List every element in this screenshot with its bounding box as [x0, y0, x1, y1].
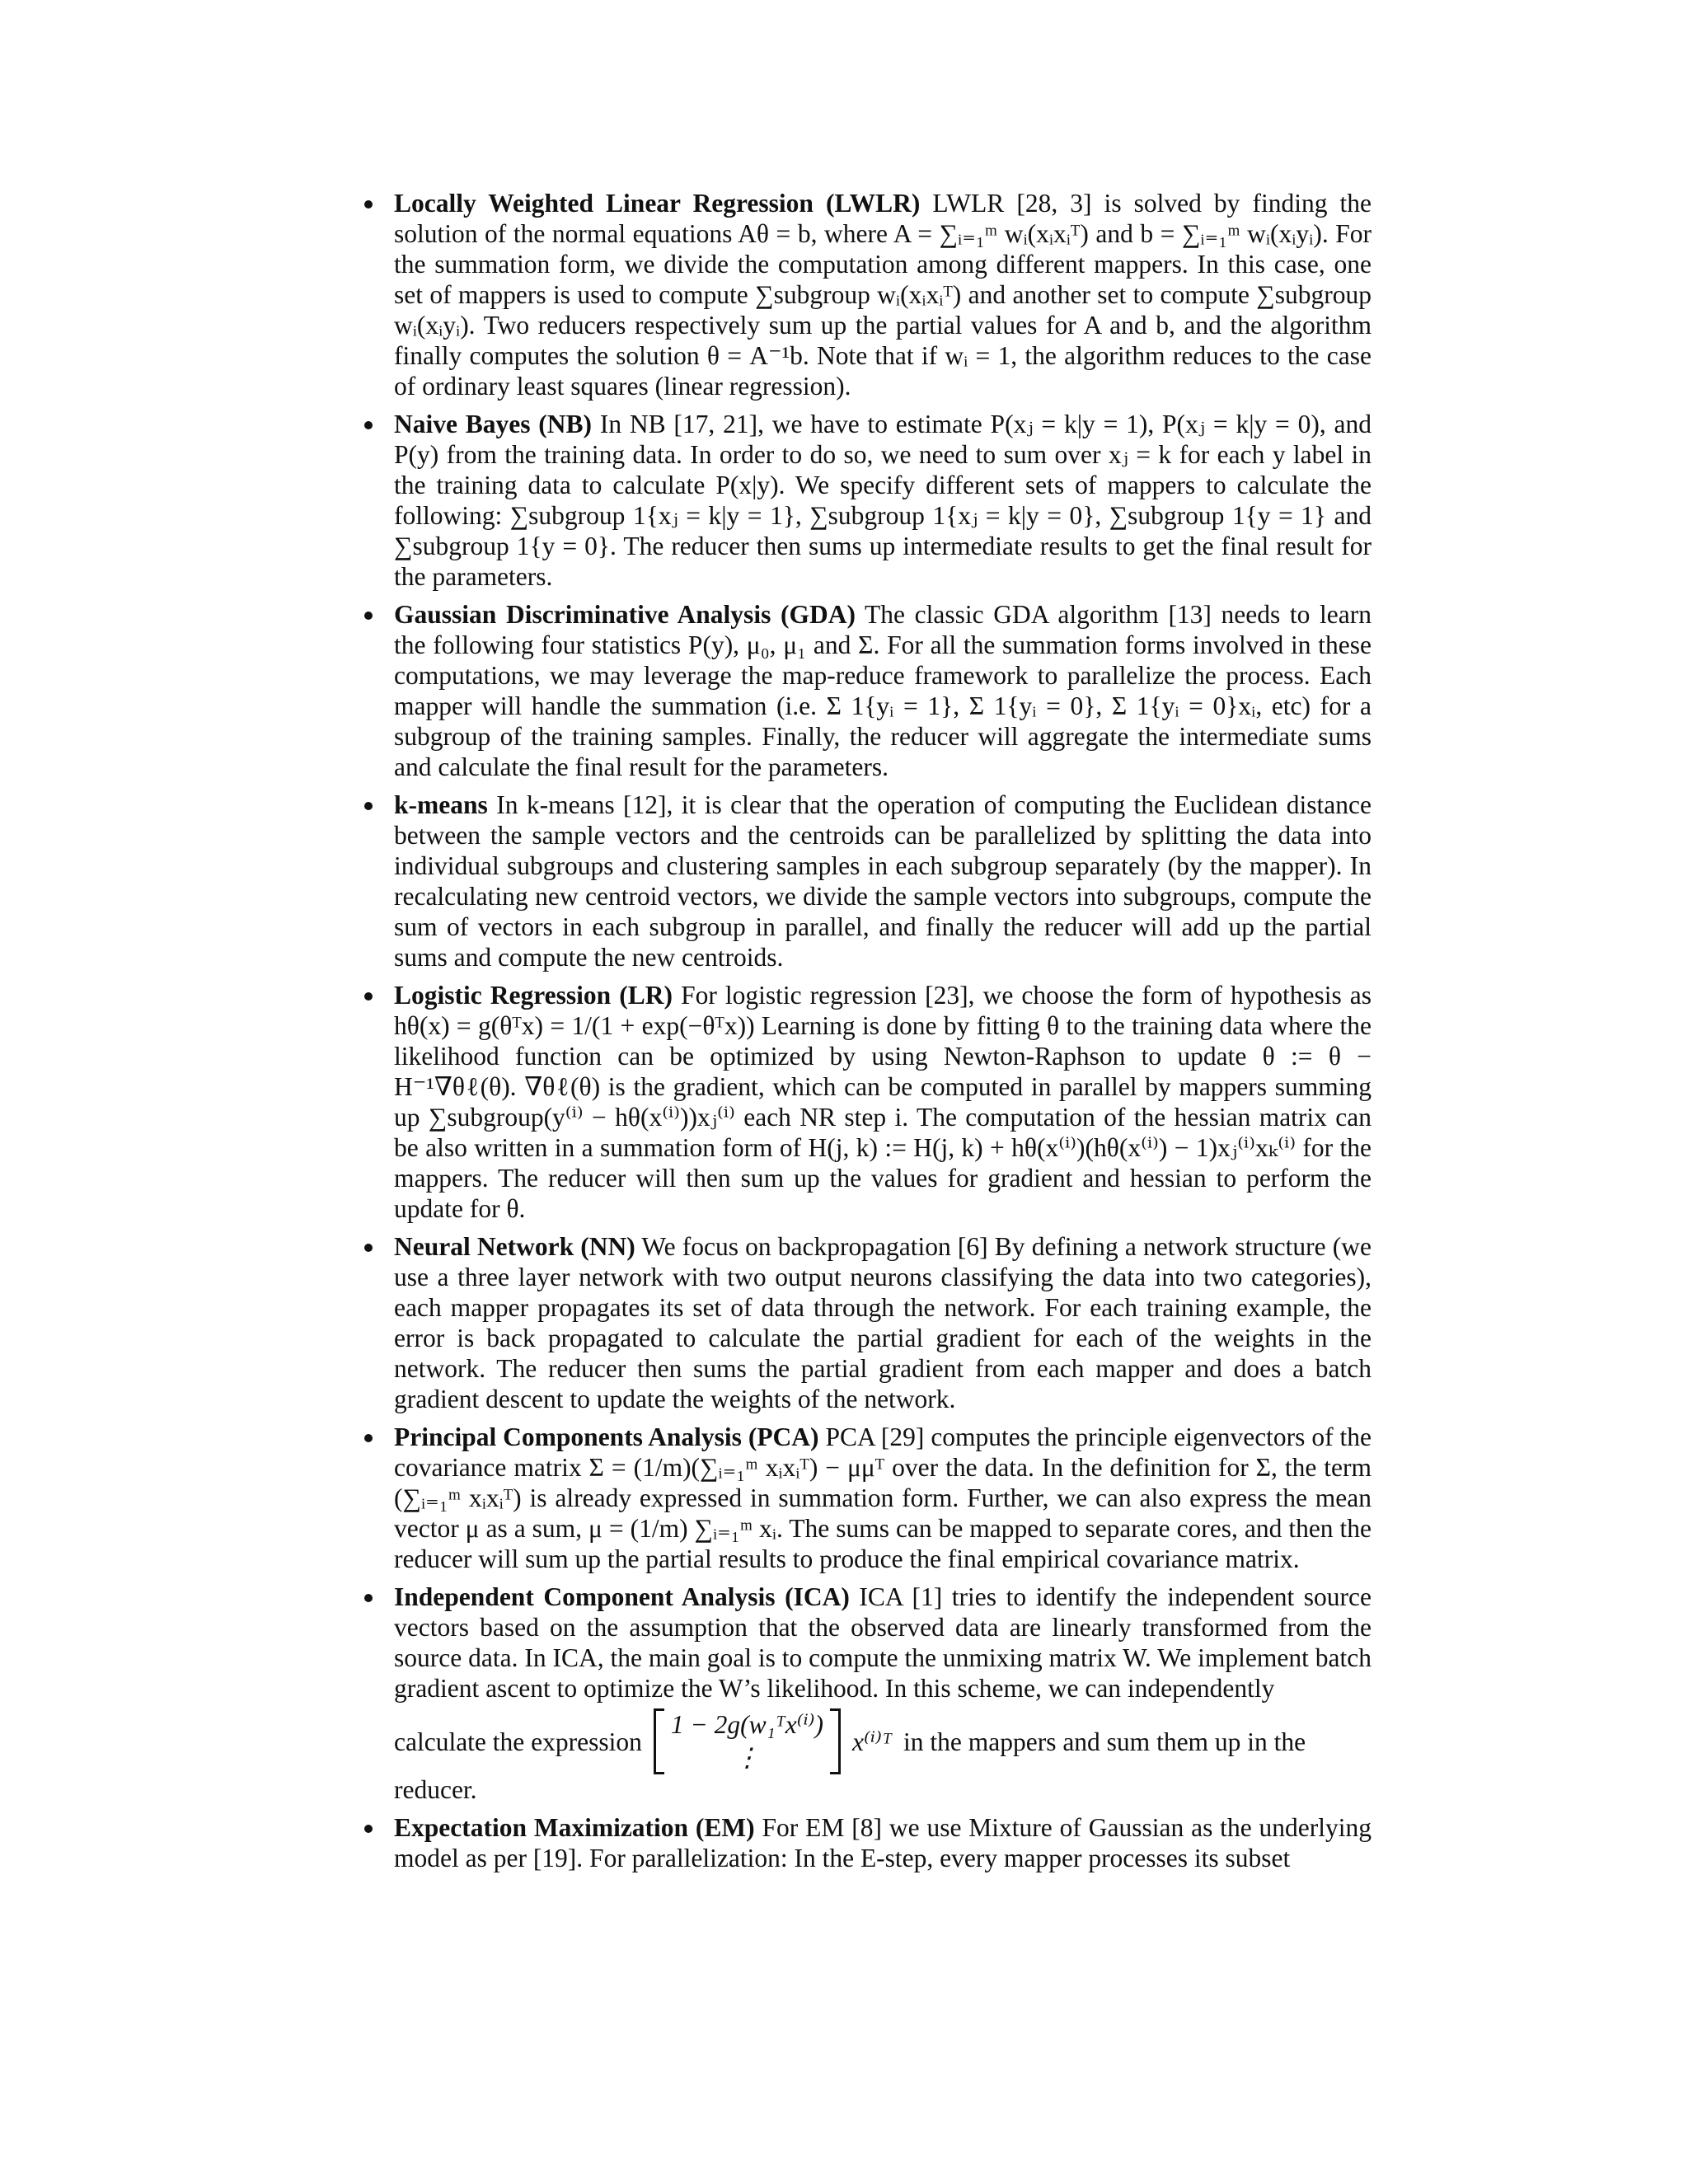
expr-after-text: in the mappers and sum them up in the — [903, 1727, 1306, 1756]
item-title: Locally Weighted Linear Regression (LWLR) — [394, 189, 921, 218]
list-item-gda — [361, 599, 1372, 782]
item-text: For logistic regression [23], we choose the form of hypothesis as hθ(x) = g(θᵀx) = 1/(1 + exp(−θᵀx)) Learning is done by fitting θ to the training data where the likelihood function can be optimized by using Newton-Raphson to update θ := θ − H⁻¹∇θℓ(θ). ∇θℓ(θ) is the gradient, which can be computed in parallel by mappers summing up ∑subgroup(y⁽ⁱ⁾ − hθ(x⁽ⁱ⁾))xⱼ⁽ⁱ⁾ each NR step i. The computation of the hessian matrix can be also written in a summation form of H(j, k) := H(j, k) + hθ(x⁽ⁱ⁾)(hθ(x⁽ⁱ⁾) − 1)xⱼ⁽ⁱ⁾xₖ⁽ⁱ⁾ for the mappers. The reducer will then sum up the values for gradient and hessian to perform the update for θ. — [394, 981, 1372, 1223]
item-title: Naive Bayes (NB) — [394, 410, 593, 438]
item-title: Neural Network (NN) — [394, 1232, 635, 1261]
bullet-icon — [364, 1825, 373, 1833]
list-item-em — [361, 1812, 1372, 1873]
list-item-pca — [361, 1422, 1372, 1574]
item-title: Gaussian Discriminative Analysis (GDA) — [394, 600, 856, 629]
bullet-icon — [364, 802, 373, 810]
ica-expression-row — [394, 1708, 1372, 1774]
bullet-icon — [364, 1434, 373, 1442]
list-item-lwlr — [361, 188, 1372, 401]
item-title: Expectation Maximization (EM) — [394, 1813, 755, 1842]
item-text: For EM [8] we use Mixture of Gaussian as the underlying model as per [19]. For parallelization: In the E-step, every mapper processes its subset — [394, 1813, 1372, 1872]
item-text: ICA [1] tries to identify the independent source vectors based on the assumption that the observed data are linearly transformed from the source data. In ICA, the main goal is to compute the unmixing matrix W. We implement batch gradient ascent to optimize the W’s likelihood. In this scheme, we can independently — [394, 1582, 1372, 1703]
item-text: The classic GDA algorithm [13] needs to learn the following four statistics P(y), μ₀, μ₁ and Σ. For all the summation forms involved in these computations, we may leverage the map-reduce framework to parallelize the process. Each mapper will handle the summation (i.e. Σ 1{yᵢ = 1}, Σ 1{yᵢ = 0}, Σ 1{yᵢ = 0}xᵢ, etc) for a subgroup of the training samples. Finally, the reducer will aggregate the intermediate sums and calculate the final result for the parameters. — [394, 600, 1372, 781]
item-text: In k-means [12], it is clear that the operation of computing the Euclidean distance between the sample vectors and the centroids can be parallelized by splitting the data into individual subgroups and clustering samples in each subgroup separately (by the mapper). In recalculating new centroid vectors, we divide the sample vectors into subgroups, compute the sum of vectors in each subgroup in parallel, and finally the reducer will add up the partial sums and compute the new centroids. — [394, 790, 1372, 972]
item-title: Independent Component Analysis (ICA) — [394, 1582, 850, 1611]
bullet-icon — [364, 1244, 373, 1252]
list-item-nn — [361, 1231, 1372, 1414]
list-item-lr — [361, 980, 1372, 1224]
matrix-top-entry: 1 − 2g(w₁ᵀx⁽ⁱ⁾) — [670, 1710, 824, 1739]
item-text: In NB [17, 21], we have to estimate P(xⱼ = k|y = 1), P(xⱼ = k|y = 0), and P(y) from the training data. In order to do so, we need to sum over xⱼ = k for each y label in the training data to calculate P(x|y). We specify different sets of mappers to calculate the following: ∑subgroup 1{xⱼ = k|y = 1}, ∑subgroup 1{xⱼ = k|y = 0}, ∑subgroup 1{y = 1} and ∑subgroup 1{y = 0}. The reducer then sums up intermediate results to get the final result for the parameters. — [394, 410, 1372, 591]
item-title: k-means — [394, 790, 488, 819]
bullet-icon — [364, 992, 373, 1001]
list-item-nb — [361, 409, 1372, 592]
algorithm-list — [361, 188, 1372, 1873]
ica-matrix — [654, 1708, 841, 1774]
item-text: LWLR [28, 3] is solved by finding the solution of the normal equations Aθ = b, where A = ∑ᵢ₌₁ᵐ wᵢ(xᵢxᵢᵀ) and b = ∑ᵢ₌₁ᵐ wᵢ(xᵢyᵢ). For the summation form, we divide the computation among different mappers. In this case, one set of mappers is used to compute ∑subgroup wᵢ(xᵢxᵢᵀ) and another set to compute ∑subgroup wᵢ(xᵢyᵢ). Two reducers respectively sum up the partial values for A and b, and the algorithm finally computes the solution θ = A⁻¹b. Note that if wᵢ = 1, the algorithm reduces to the case of ordinary least squares (linear regression). — [394, 189, 1372, 401]
item-title: Logistic Regression (LR) — [394, 981, 673, 1010]
list-item-kmeans — [361, 790, 1372, 972]
item-title: Principal Components Analysis (PCA) — [394, 1422, 819, 1451]
item-text: We focus on backpropagation [6] By defining a network structure (we use a three layer network with two output neurons classifying the data into two categories), each mapper propagates its set of data through the network. For each training example, the error is back propagated to calculate the partial gradient for each of the weights in the network. The reducer then sums the partial gradient from each mapper and does a batch gradient descent to update the weights of the network. — [394, 1232, 1372, 1413]
expr-before-text: calculate the expression — [394, 1727, 642, 1756]
bullet-icon — [364, 1594, 373, 1602]
paper-page — [361, 188, 1372, 1881]
list-item-ica — [361, 1582, 1372, 1805]
ica-tail-text: reducer. — [394, 1775, 477, 1804]
bullet-icon — [364, 200, 373, 209]
bullet-icon — [364, 421, 373, 429]
matrix-dots: ⋮ — [734, 1743, 761, 1772]
bullet-icon — [364, 612, 373, 620]
matrix-multiplier: x⁽ⁱ⁾ᵀ — [852, 1727, 892, 1756]
item-text: PCA [29] computes the principle eigenvectors of the covariance matrix Σ = (1/m)(∑ᵢ₌₁ᵐ xᵢxᵢᵀ) − μμᵀ over the data. In the definition for Σ, the term (∑ᵢ₌₁ᵐ xᵢxᵢᵀ) is already expressed in summation form. Further, we can also express the mean vector μ as a sum, μ = (1/m) ∑ᵢ₌₁ᵐ xᵢ. The sums can be mapped to separate cores, and then the reducer will sum up the partial results to produce the final empirical covariance matrix. — [394, 1422, 1372, 1573]
